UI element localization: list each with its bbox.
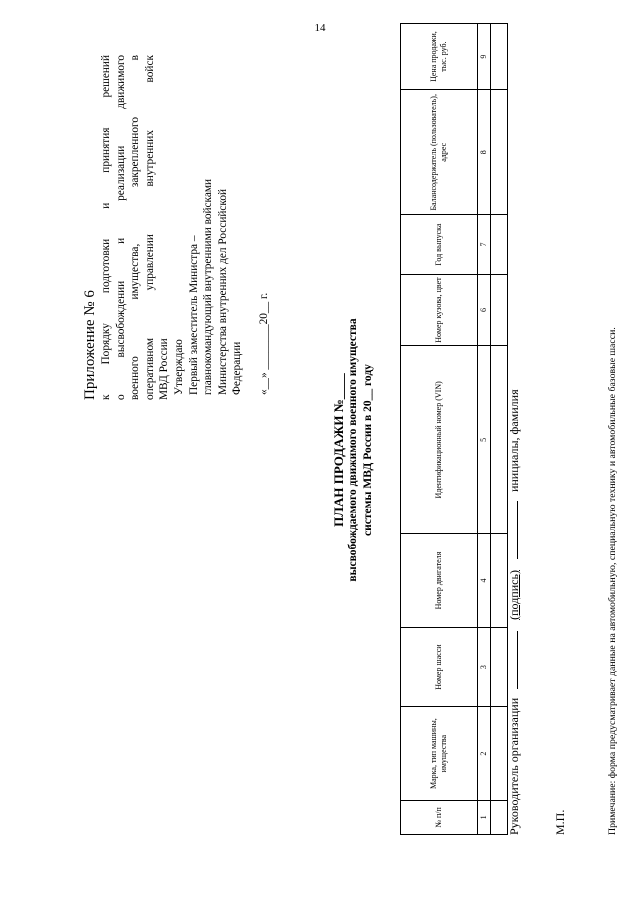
footnote: Примечание: форма предусматривает данные на автомобильную, специальную технику и автомобильные базовые шасси.	[607, 327, 618, 835]
table-cell: 1	[478, 800, 491, 834]
table-cell: 8	[478, 90, 491, 215]
approval-date: «__» ________20__ г.	[257, 292, 270, 395]
page-number: 14	[314, 22, 326, 34]
plan-title-line: системы МВД России в 20__ году	[362, 364, 374, 536]
table-cell: 7	[478, 215, 491, 274]
table-header-cell: № п/п	[401, 800, 478, 834]
appendix-line: к Порядку подготовки и принятия решений	[100, 55, 112, 400]
sale-plan-table	[400, 23, 508, 835]
table-header-cell: Марка, тип машины, имущества	[401, 707, 478, 800]
table-header-cell: Номер кузова, цвет	[401, 274, 478, 346]
appendix-line: оперативном управлении внутренних войск	[143, 55, 156, 400]
table-header-cell: Балансодержатель (пользователь), адрес	[401, 90, 478, 215]
approval-line: Первый заместитель Министра –	[187, 235, 200, 395]
table-header-cell: Год выпуска	[401, 215, 478, 274]
appendix-line: МВД России	[158, 338, 170, 400]
plan-title-line: высвобождаемого движимого военного имущества	[347, 318, 359, 582]
signature-line	[505, 275, 522, 835]
table-cell: 5	[478, 346, 491, 534]
signature-blank	[505, 501, 518, 559]
rotated-document-body	[35, 30, 618, 870]
table-header-cell: Цена продажи, тыс. руб.	[401, 24, 478, 90]
approval-line: Министерства внутренних дел Российской	[216, 188, 229, 395]
signature-podpis: (подпись)	[507, 570, 521, 620]
stamp-label: М.П.	[553, 809, 567, 835]
approval-line: Федерации	[231, 341, 243, 395]
table-header-cell: Номер шасси	[401, 627, 478, 707]
table-cell: 4	[478, 534, 491, 627]
appendix-block	[81, 55, 172, 400]
table-cell	[491, 24, 508, 90]
appendix-line: о высвобождении и реализации движимого	[114, 55, 127, 400]
signature-blank	[505, 631, 518, 689]
table-cell: 2	[478, 707, 491, 800]
initials-label: инициалы, фамилия	[507, 389, 521, 493]
appendix-line: военного имущества, закрепленного в	[129, 55, 141, 400]
approval-line: главнокомандующий внутренними войсками	[202, 178, 214, 395]
approval-line: Утверждаю	[173, 339, 185, 395]
plan-title-main: ПЛАН ПРОДАЖИ №____	[331, 373, 346, 527]
table-header-row	[401, 24, 478, 835]
appendix-title: Приложение № 6	[82, 290, 98, 400]
table-cell: 9	[478, 24, 491, 90]
approval-block	[172, 50, 271, 395]
table-cell	[491, 90, 508, 215]
head-label: Руководитель организации	[507, 697, 521, 835]
table-cell: 6	[478, 274, 491, 346]
table-header-cell: Номер двигателя	[401, 534, 478, 627]
table-header-cell: Идентификационный номер (VIN)	[401, 346, 478, 534]
table-number-row	[478, 24, 491, 835]
table-cell	[491, 215, 508, 274]
plan-title	[331, 30, 376, 870]
table-cell: 3	[478, 627, 491, 707]
